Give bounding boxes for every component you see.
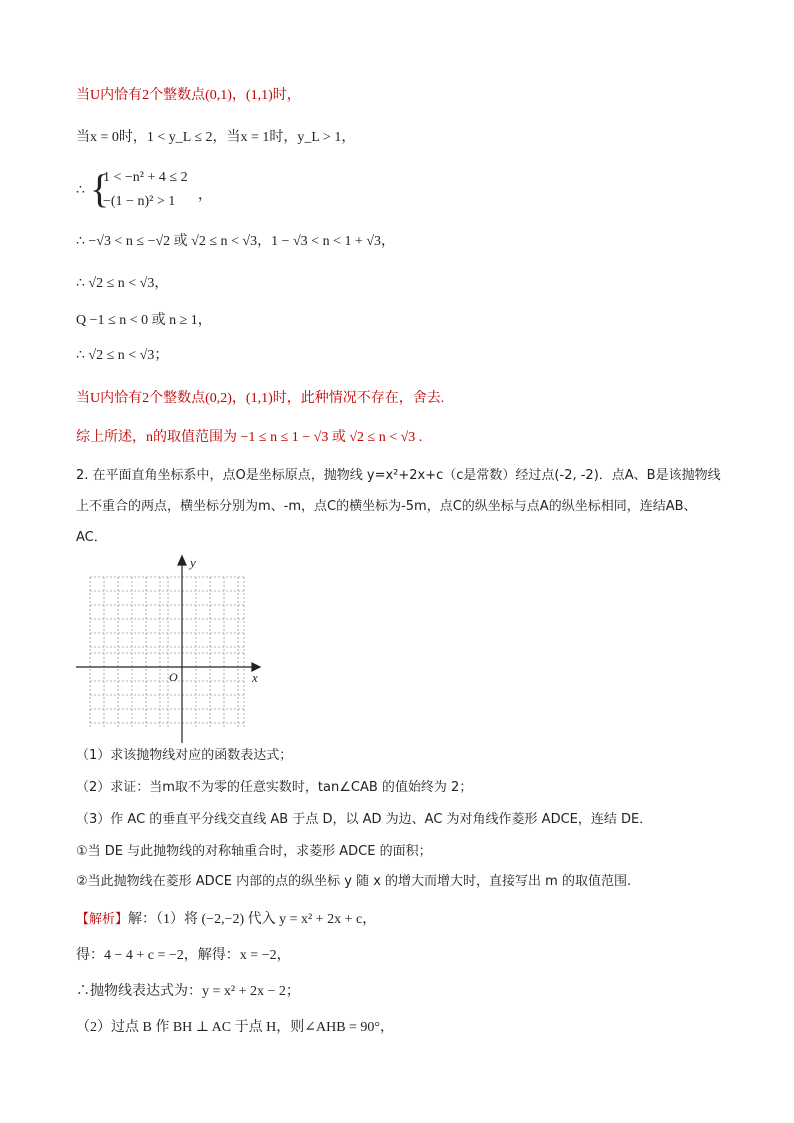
solution-line-6: Q −1 ≤ n < 0 或 n ≥ 1，	[76, 313, 212, 328]
solution-line-5: ∴ √2 ≤ n < √3，	[76, 276, 169, 291]
analysis-step-1: 解：（1）将 (−2,−2) 代入 y = x² + 2x + c，	[128, 912, 377, 927]
question-3-part-1: ①当 DE 与此抛物线的对称轴重合时，求菱形 ADCE 的面积；	[76, 844, 432, 859]
analysis-line-2: 得：4 − 4 + c = −2，解得：x = −2，	[76, 948, 291, 963]
origin-label: O	[169, 670, 178, 684]
analysis-tag: 【解析】	[76, 912, 129, 927]
x-axis-label: x	[252, 670, 258, 685]
analysis-line-3: ∴抛物线表达式为：y = x² + 2x − 2；	[76, 984, 300, 999]
therefore-symbol: ∴	[76, 183, 85, 198]
system-row-2: −(1 − n)² > 1	[103, 194, 176, 209]
left-brace: {	[90, 166, 110, 211]
solution-line-7: ∴ √2 ≤ n < √3；	[76, 348, 169, 363]
solution-conclusion: 综上所述，n的取值范围为 −1 ≤ n ≤ 1 − √3 或 √2 ≤ n < √3 .	[76, 430, 423, 445]
question-2: （2）求证：当m取不为零的任意实数时，tan∠CAB 的值始终为 2；	[76, 780, 473, 795]
analysis-line-1	[76, 910, 376, 930]
system-comma: ，	[198, 188, 212, 203]
solution-line-1: 当U内恰有2个整数点(0,1)，(1,1)时，	[76, 88, 301, 103]
y-axis-label: y	[190, 555, 196, 570]
solution-line-2: 当x = 0时，1 < y_L ≤ 2，当x = 1时，y_L > 1，	[76, 130, 356, 145]
y-axis-arrow	[178, 556, 186, 565]
analysis-line-4: （2）过点 B 作 BH ⊥ AC 于点 H，则∠AHB = 90°，	[76, 1020, 395, 1035]
question-3-part-2: ②当此抛物线在菱形 ADCE 内部的点的纵坐标 y 随 x 的增大而增大时，直接写出 m 的取值范围.	[76, 874, 632, 889]
coordinate-grid	[74, 553, 268, 745]
solution-line-8: 当U内恰有2个整数点(0,2)，(1,1)时，此种情况不存在，舍去.	[76, 391, 445, 406]
question-3: （3）作 AC 的垂直平分线交直线 AB 于点 D，以 AD 为边、AC 为对角线作菱形 ADCE，连结 DE．	[76, 812, 653, 827]
system-row-1: 1 < −n² + 4 ≤ 2	[103, 170, 188, 185]
solution-line-4: ∴ −√3 < n ≤ −√2 或 √2 ≤ n < √3，1 − √3 < n < 1 + √3，	[76, 234, 396, 249]
problem-2-statement: 2. 在平面直角坐标系中，点O是坐标原点，抛物线 y=x²+2x+c（c是常数）经过点(-2, -2)．点A、B是该抛物线上不重合的两点，横坐标分别为m、-m，点C的横坐标为-5m，点C的纵坐标与点A的纵坐标相同，连结AB、AC．	[76, 468, 721, 545]
question-1: （1）求该抛物线对应的函数表达式；	[76, 748, 293, 763]
